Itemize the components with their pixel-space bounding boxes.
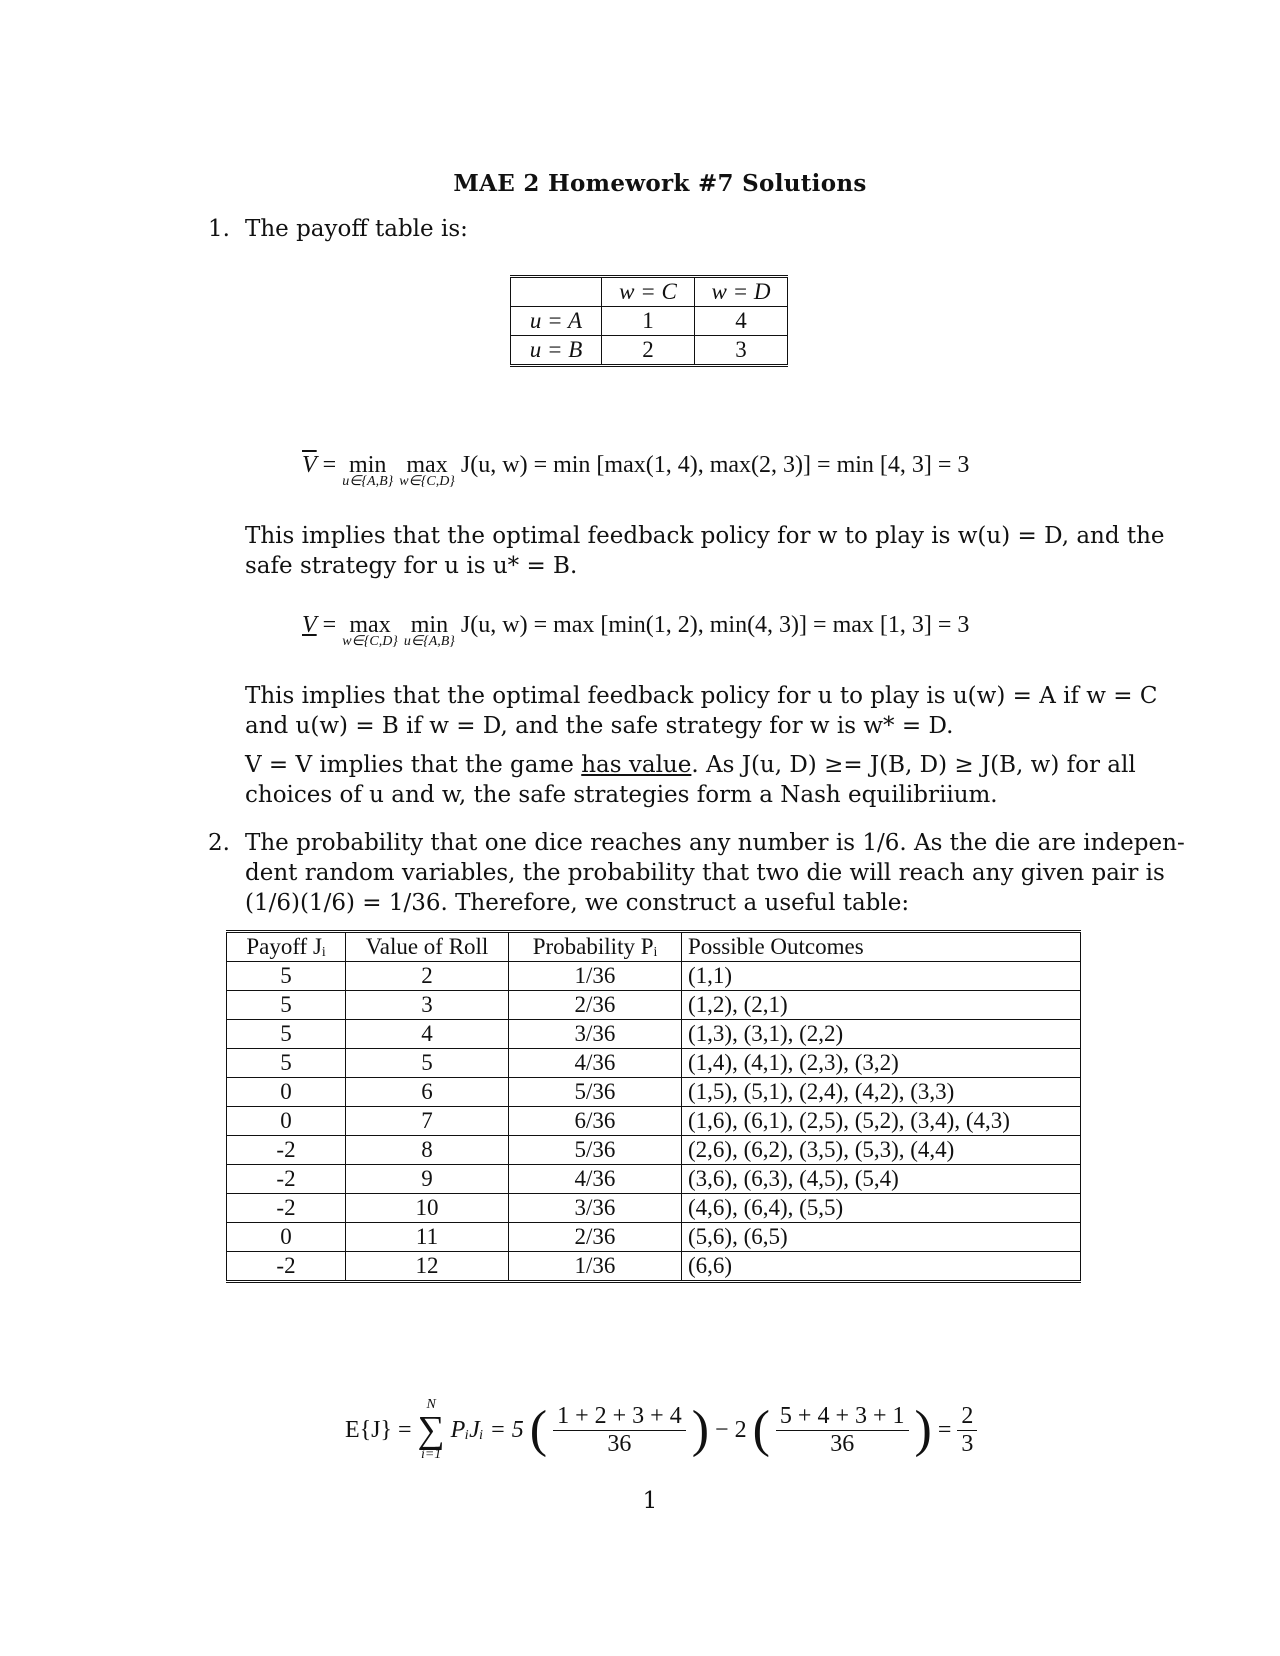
lower-v-symbol: V — [302, 612, 317, 638]
outcomes-cell: (3,6), (6,3), (4,5), (5,4) — [682, 1165, 1081, 1194]
upper-value-equation: $\overline{V}$ = min u∈{A,B} max w∈{C,D} J(u, w) = min [max(1, 4), max(2, 3)] = min [4, 3] = 3 — [302, 452, 970, 489]
max-operator: max w∈{C,D} — [399, 452, 455, 489]
q2-line-3: (1/6)(1/6) = 1/36. Therefore, we construct a useful table: — [245, 890, 910, 916]
payoff-cell: 5 — [227, 962, 346, 991]
result-fraction: $\frac{2}{3}$ — [957, 1403, 977, 1458]
probability-cell: 4/36 — [509, 1165, 682, 1194]
payoff-cell: 5 — [227, 1020, 346, 1049]
roll-cell: 8 — [346, 1136, 509, 1165]
expectation-lhs: E{J} = — [345, 1416, 412, 1443]
probability-cell: 3/36 — [509, 1194, 682, 1223]
outcomes-cell: (4,6), (6,4), (5,5) — [682, 1194, 1081, 1223]
column-header: Value of Roll — [346, 932, 509, 962]
table-row — [227, 991, 1081, 1020]
column-header: Probability Pᵢ — [509, 932, 682, 962]
q2-line-1: The probability that one dice reaches any number is 1/6. As the die are indepen- — [245, 830, 1185, 856]
q1-intro: The payoff table is: — [245, 216, 468, 242]
payoff-cell: -2 — [227, 1194, 346, 1223]
probability-cell: 5/36 — [509, 1078, 682, 1107]
payoff-cell: 1 — [602, 307, 695, 336]
payoff-table — [510, 275, 788, 367]
probability-cell: 4/36 — [509, 1049, 682, 1078]
payoff-cell: -2 — [227, 1136, 346, 1165]
roll-cell: 3 — [346, 991, 509, 1020]
page-title: MAE 2 Homework #7 Solutions — [453, 170, 867, 197]
table-row — [227, 1223, 1081, 1252]
payoff-corner — [511, 277, 602, 307]
outcomes-cell: (1,3), (3,1), (2,2) — [682, 1020, 1081, 1049]
probability-cell: 6/36 — [509, 1107, 682, 1136]
payoff-col-header: w = C — [602, 277, 695, 307]
roll-cell: 7 — [346, 1107, 509, 1136]
fraction-2: $\frac{5 + 4 + 3 + 1}{36}$ — [776, 1403, 909, 1458]
q1-paragraph-2-line-1: This implies that the optimal feedback policy for u to play is u(w) = A if w = C — [245, 683, 1158, 709]
q1-number: 1. — [208, 216, 230, 242]
probability-cell: 5/36 — [509, 1136, 682, 1165]
payoff-cell: -2 — [227, 1252, 346, 1282]
payoff-cell: 0 — [227, 1078, 346, 1107]
outcomes-cell: (1,6), (6,1), (2,5), (5,2), (3,4), (4,3) — [682, 1107, 1081, 1136]
minus-term: − 2 — [715, 1416, 747, 1443]
roll-cell: 6 — [346, 1078, 509, 1107]
table-row — [227, 1078, 1081, 1107]
payoff-cell: 5 — [227, 991, 346, 1020]
outcomes-cell: (5,6), (6,5) — [682, 1223, 1081, 1252]
table-row — [227, 1194, 1081, 1223]
q1-paragraph-3-line-2: choices of u and w, the safe strategies form a Nash equilibriium. — [245, 782, 998, 808]
payoff-cell: 0 — [227, 1223, 346, 1252]
outcomes-cell: (1,4), (4,1), (2,3), (3,2) — [682, 1049, 1081, 1078]
roll-cell: 4 — [346, 1020, 509, 1049]
outcomes-cell: (2,6), (6,2), (3,5), (5,3), (4,4) — [682, 1136, 1081, 1165]
lower-value-equation: V = max w∈{C,D} min u∈{A,B} J(u, w) = max [min(1, 2), min(4, 3)] = max [1, 3] = 3 — [302, 612, 970, 649]
column-header: Possible Outcomes — [682, 932, 1081, 962]
upper-eq-rhs: J(u, w) = min [max(1, 4), max(2, 3)] = min [4, 3] = 3 — [460, 452, 970, 478]
roll-cell: 12 — [346, 1252, 509, 1282]
min-operator: min u∈{A,B} — [342, 452, 394, 489]
payoff-cell: 3 — [695, 336, 788, 366]
summation-symbol: N ∑ i=1 — [417, 1397, 445, 1462]
roll-cell: 10 — [346, 1194, 509, 1223]
probability-cell: 2/36 — [509, 991, 682, 1020]
q1-paragraph-2-line-2: and u(w) = B if w = D, and the safe strategy for w is w* = D. — [245, 713, 954, 739]
table-row — [227, 1020, 1081, 1049]
column-header: Payoff Jᵢ — [227, 932, 346, 962]
q1-paragraph-1-line-1: This implies that the optimal feedback policy for w to play is w(u) = D, and the — [245, 523, 1165, 549]
table-row — [227, 1107, 1081, 1136]
upper-v-symbol: $\overline{V}$ — [302, 452, 317, 478]
para3-pre: V = V implies that the game — [245, 752, 574, 778]
probability-cell: 1/36 — [509, 1252, 682, 1282]
expectation-term: PᵢJᵢ = 5 — [450, 1416, 524, 1443]
has-value-term: has value — [581, 752, 692, 778]
payoff-row-label: u = B — [511, 336, 602, 366]
expectation-equation: E{J} = N ∑ i=1 PᵢJᵢ = 5 ( $\frac{1 + 2 + 3 + 4}{36}$ ) − 2 ( $\frac{5 + 4 + 3 + 1}{36}$ ) = $\frac{2}{3}$ — [345, 1380, 977, 1480]
outcomes-cell: (1,5), (5,1), (2,4), (4,2), (3,3) — [682, 1078, 1081, 1107]
roll-cell: 5 — [346, 1049, 509, 1078]
table-row — [227, 962, 1081, 991]
probability-cell: 3/36 — [509, 1020, 682, 1049]
probability-cell: 1/36 — [509, 962, 682, 991]
payoff-col-header: w = D — [695, 277, 788, 307]
table-header-row — [227, 932, 1081, 962]
q1-paragraph-3-line-1 — [245, 750, 1136, 780]
max-operator: max w∈{C,D} — [342, 612, 398, 649]
para3-post: . As J(u, D) ≥= J(B, D) ≥ J(B, w) for all — [691, 752, 1136, 778]
table-row — [227, 1165, 1081, 1194]
probability-cell: 2/36 — [509, 1223, 682, 1252]
lower-eq-rhs: J(u, w) = max [min(1, 2), min(4, 3)] = max [1, 3] = 3 — [460, 612, 970, 638]
roll-cell: 2 — [346, 962, 509, 991]
payoff-cell: 5 — [227, 1049, 346, 1078]
min-operator: min u∈{A,B} — [403, 612, 455, 649]
q1-paragraph-1-line-2: safe strategy for u is u* = B. — [245, 553, 578, 579]
outcomes-cell: (1,2), (2,1) — [682, 991, 1081, 1020]
payoff-cell: 4 — [695, 307, 788, 336]
payoff-cell: 0 — [227, 1107, 346, 1136]
table-row — [227, 1252, 1081, 1282]
fraction-1: $\frac{1 + 2 + 3 + 4}{36}$ — [553, 1403, 686, 1458]
q2-line-2: dent random variables, the probability that two die will reach any given pair is — [245, 860, 1165, 886]
outcomes-cell: (6,6) — [682, 1252, 1081, 1282]
table-row — [227, 1136, 1081, 1165]
roll-cell: 11 — [346, 1223, 509, 1252]
payoff-cell: -2 — [227, 1165, 346, 1194]
outcomes-cell: (1,1) — [682, 962, 1081, 991]
dice-probability-table — [226, 930, 1081, 1283]
roll-cell: 9 — [346, 1165, 509, 1194]
payoff-row-label: u = A — [511, 307, 602, 336]
payoff-cell: 2 — [602, 336, 695, 366]
q2-number: 2. — [208, 830, 230, 856]
page-number: 1 — [642, 1488, 658, 1514]
table-row — [227, 1049, 1081, 1078]
